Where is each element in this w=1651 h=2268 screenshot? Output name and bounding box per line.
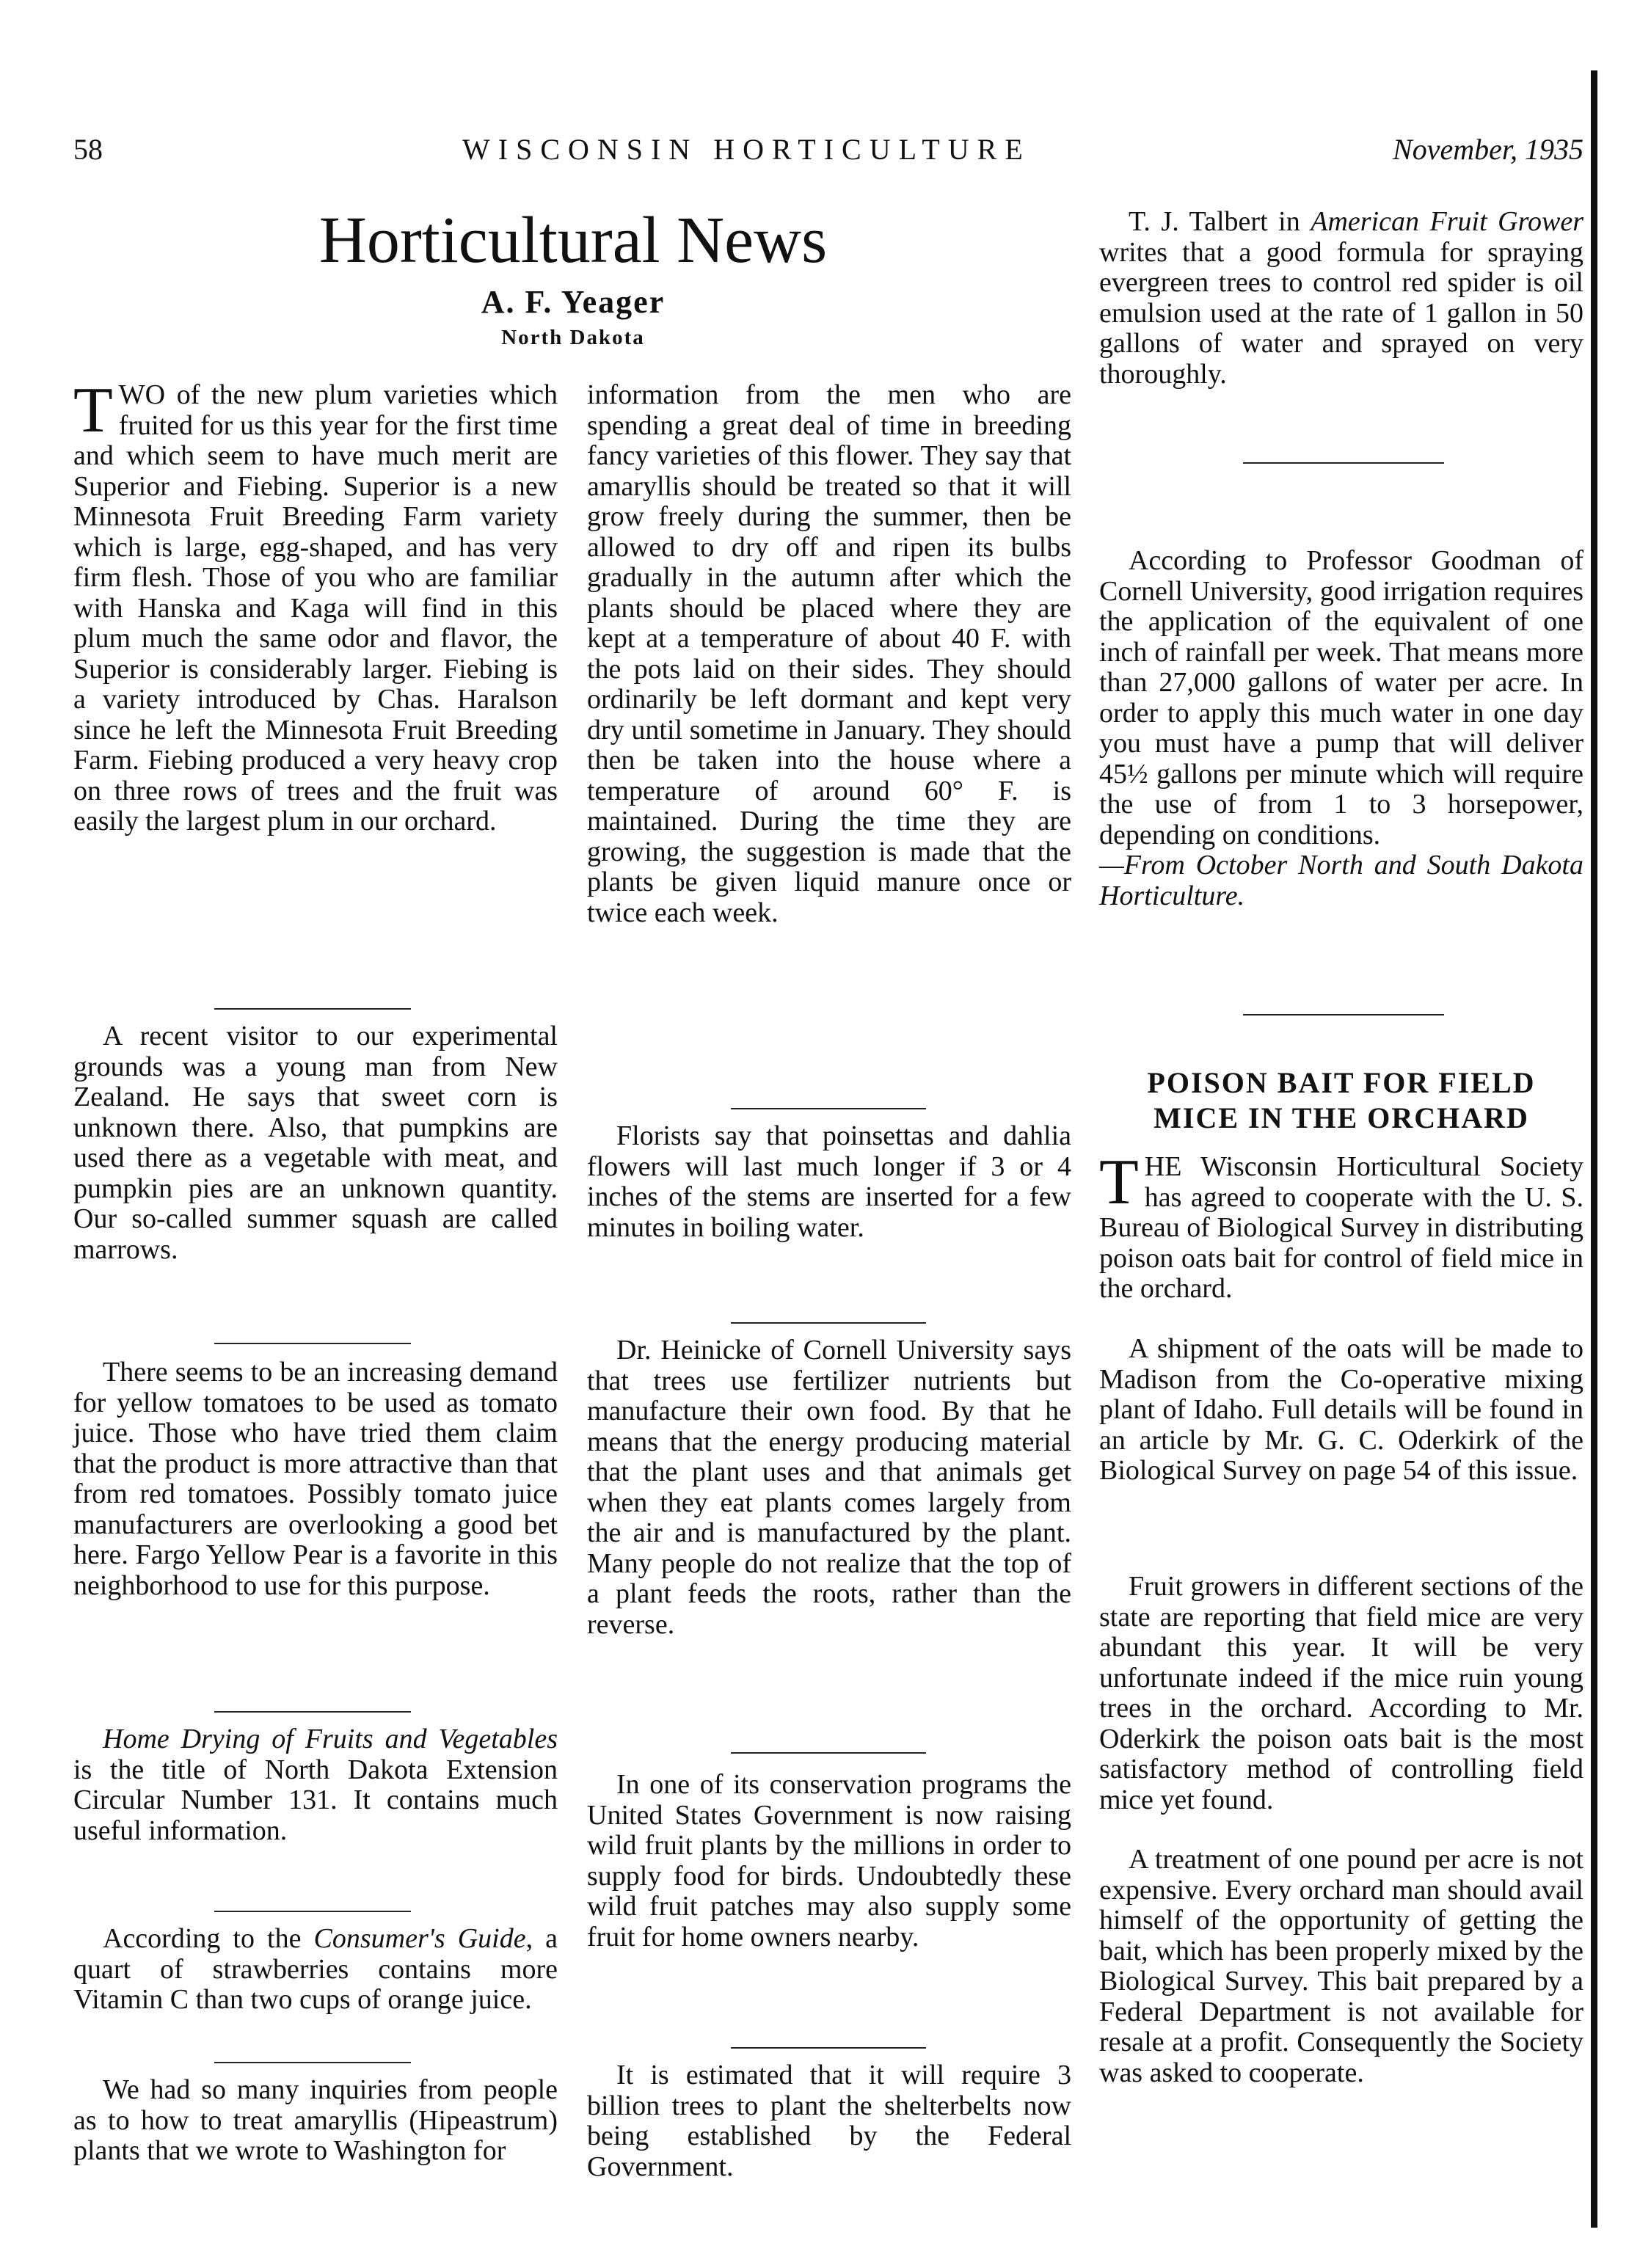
paragraph-text: Dr. Heinicke of Cornell University says that trees use fertilizer nutrients but manufacture their own food. By that he means that the energy producing material that the plant uses and that animals get when they eat plants comes largely from the air and is manufactured by the plant. Many people do not realize that the top of a plant feeds the roots, rather than the reverse.: [587, 1335, 1071, 1640]
col2-conservation-paragraph: [587, 1770, 1071, 1952]
col3-society-paragraph: [1099, 1147, 1583, 1305]
col3-growers-paragraph: [1099, 1572, 1583, 1815]
publication-title: Consumer's Guide: [313, 1923, 526, 1954]
col2-amaryllis-continued: [587, 380, 1071, 928]
col1-amaryllis-paragraph: [73, 2075, 558, 2167]
col3-irrigation-paragraph: [1099, 546, 1583, 911]
separator: [214, 1343, 411, 1344]
paragraph-text: It is estimated that it will require 3 billion trees to plant the shelterbelts now being established by the Federal Government.: [587, 2060, 1071, 2182]
paragraph-text: According to Professor Goodman of Cornell University, good irrigation requires the application of the equivalent of one inch of rainfall per week. That means more than 27,000 gallons of water per acre. In order to apply this much water in one day you must have a pump that will deliver 45½ gallons per minute which will require the use of from 1 to 3 horsepower, depending on conditions.: [1099, 545, 1583, 850]
separator: [731, 1322, 926, 1324]
paragraph-text: We had so many inquiries from people as to how to treat amaryllis (Hipeastrum) plants that we wrote to Washington for: [73, 2074, 558, 2166]
page-edge-rule: [1591, 70, 1597, 2228]
journal-title: WISCONSIN HORTICULTURE: [462, 133, 1031, 166]
separator: [214, 1911, 411, 1912]
col3-shipment-paragraph: [1099, 1334, 1583, 1487]
paragraph-text: A shipment of the oats will be made to Madison from the Co-operative mixing plant of Idaho. Full details will be found in an article by Mr. G. C. Oderkirk of the Biological Survey on page 54 of this issue.: [1099, 1333, 1583, 1486]
separator: [214, 1008, 411, 1010]
col2-heinicke-paragraph: [587, 1335, 1071, 1640]
paragraph-text: A recent visitor to our experimental grounds was a young man from New Zealand. He says that sweet corn is unknown there. Also, that pumpkins are used there as a vegetable with meat, and pumpkin pies are an unknown quantity. Our so-called summer squash are called marrows.: [73, 1021, 558, 1265]
heading-line: POISON BAIT FOR FIELD: [1147, 1066, 1536, 1099]
publication-title: Home Drying of Fruits and Vegetables: [103, 1724, 558, 1754]
article-title: Horticultural News: [318, 204, 828, 277]
running-header: [73, 132, 1583, 176]
dropcap: T: [73, 375, 113, 446]
heading-line: MICE IN THE ORCHARD: [1153, 1101, 1529, 1134]
issue-date: November, 1935: [1393, 133, 1583, 166]
separator: [731, 2047, 926, 2049]
paragraph-text: writes that a good formula for spraying evergreen trees to control red spider is oil emulsion used at the rate of 1 gallon in 50 gallons of water and sprayed on very thoroughly.: [1099, 236, 1583, 390]
article-location: North Dakota: [501, 326, 645, 349]
separator: [1243, 462, 1444, 464]
article-author: A. F. Yeager: [481, 284, 666, 320]
col1-tomato-paragraph: [73, 1357, 558, 1601]
col3-treatment-paragraph: [1099, 1845, 1583, 2088]
paragraph-text: HE Wisconsin Horticultural Society has agreed to cooperate with the U. S. Bureau of Biological Survey in distributing poison oats bait for control of field mice in the orchard.: [1099, 1151, 1583, 1304]
col1-home-drying-paragraph: [73, 1724, 558, 1846]
paragraph-text: Fruit growers in different sections of the state are reporting that field mice are very abundant this year. It will be very unfortunate indeed if the mice ruin young trees in the orchard. According to Mr. Oderkirk the poison oats bait is the most satisfactory method of controlling field mice yet found.: [1099, 1571, 1583, 1815]
paragraph-text: , a quart of strawberries contains more Vitamin C than two cups of orange juice.: [73, 1923, 558, 2015]
paragraph-text: Florists say that poinsettas and dahlia flowers will last much longer if 3 or 4 inches of the stems are inserted for a few minutes in boiling water.: [587, 1120, 1071, 1243]
paragraph-text: There seems to be an increasing demand for yellow tomatoes to be used as tomato juice. Those who have tried them claim that the product is more attractive than that from red tomatoes. Possibly tomato juice manufacturers are overlooking a good bet here. Fargo Yellow Pear is a favorite in this neighborhood to use for this purpose.: [73, 1357, 558, 1601]
publication-title: American Fruit Grower: [1311, 206, 1583, 237]
col1-plum-paragraph: [73, 375, 558, 837]
separator: [214, 1711, 411, 1713]
paragraph-text: information from the men who are spending a great deal of time in breeding fancy varieties of this flower. They say that amaryllis should be treated so that it will grow freely during the summer, then be allowed to dry off and ripen its bulbs gradually in the autumn after which the plants should be placed where they are kept at a temperature of about 40 F. with the pots laid on their sides. They should ordinarily be left dormant and kept very dry until sometime in January. They should then be taken into the house where a temperature of around 60° F. is maintained. During the time they are growing, the suggestion is made that the plants be given liquid manure once or twice each week.: [587, 379, 1071, 928]
col2-poinsetta-paragraph: [587, 1121, 1071, 1243]
source-citation: —From October North and South Dakota Horticulture.: [1099, 850, 1583, 911]
poison-bait-heading: [1099, 1065, 1583, 1136]
paragraph-text: is the title of North Dakota Extension Circular Number 131. It contains much useful information.: [73, 1754, 558, 1846]
separator: [731, 1108, 926, 1109]
col1-vitamin-paragraph: [73, 1924, 558, 2016]
col2-shelterbelt-paragraph: [587, 2060, 1071, 2182]
page-number: 58: [73, 133, 103, 166]
separator: [731, 1752, 926, 1754]
paragraph-text: T. J. Talbert in: [1129, 206, 1311, 237]
paragraph-text: A treatment of one pound per acre is not expensive. Every orchard man should avail himself of the opportunity of getting the bait, which has been properly mixed by the Biological Survey. This bait prepared by a Federal Department is not available for resale at a profit. Consequently the Society was asked to cooperate.: [1099, 1844, 1583, 2088]
separator: [214, 2062, 411, 2063]
col3-talbert-paragraph: [1099, 207, 1583, 390]
paragraph-text: In one of its conservation programs the United States Government is now raising wild fruit plants by the millions in order to supply food for birds. Undoubtedly these wild fruit patches may also supply some fruit for home owners nearby.: [587, 1769, 1071, 1952]
paragraph-text: According to the: [103, 1923, 314, 1954]
dropcap: T: [1099, 1147, 1139, 1218]
col1-new-zealand-paragraph: [73, 1021, 558, 1265]
paragraph-text: WO of the new plum varieties which fruited for us this year for the first time and which seem to have much merit are Superior and Fiebing. Superior is a new Minnesota Fruit Breeding Farm variety which is large, egg-shaped, and has very firm flesh. Those of you who are familiar with Hanska and Kaga will find in this plum much the same odor and flavor, the Superior is considerably larger. Fiebing is a variety introduced by Chas. Haralson since he left the Minnesota Fruit Breeding Farm. Fiebing produced a very heavy crop on three rows of trees and the fruit was easily the largest plum in our orchard.: [73, 379, 558, 836]
separator: [1243, 1014, 1444, 1016]
